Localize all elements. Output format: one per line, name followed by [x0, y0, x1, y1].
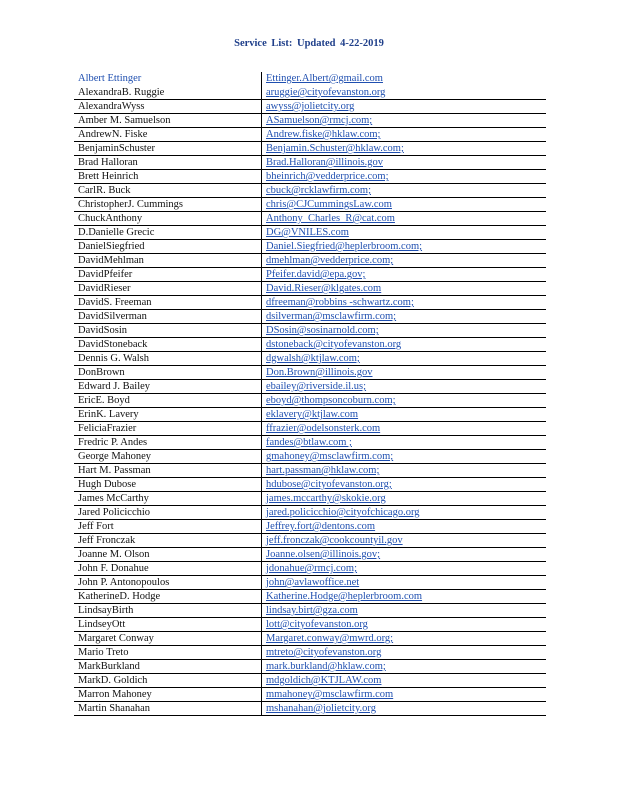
email-link[interactable]: mark.burkland@hklaw.com;	[266, 661, 386, 672]
contact-name: ChristopherJ. Cummings	[78, 199, 184, 210]
contact-name: Brett Heinrich	[78, 171, 139, 182]
email-link[interactable]: gmahoney@msclawfirm.com;	[266, 451, 394, 462]
table-row	[74, 492, 546, 506]
table-row	[74, 506, 546, 520]
contact-name: Edward J. Bailey	[78, 381, 151, 392]
contact-name: CarlR. Buck	[78, 185, 131, 196]
table-row	[74, 198, 546, 212]
table-row	[74, 422, 546, 436]
table-row	[74, 632, 546, 646]
contact-name: Fredric P. Andes	[78, 437, 148, 448]
table-row	[74, 254, 546, 268]
table-row	[74, 702, 546, 716]
email-link[interactable]: cbuck@rcklawfirm.com;	[266, 185, 372, 196]
contact-name: DavidSilverman	[78, 311, 147, 322]
table-row	[74, 86, 546, 100]
table-row	[74, 240, 546, 254]
contact-name: BenjaminSchuster	[78, 143, 155, 154]
email-link[interactable]: jared.policicchio@cityofchicago.org	[266, 507, 420, 518]
contact-name: Martin Shanahan	[78, 703, 151, 714]
table-row	[74, 548, 546, 562]
contact-name: AndrewN. Fiske	[78, 129, 148, 140]
contact-name: FeliciaFrazier	[78, 423, 137, 434]
table-row	[74, 674, 546, 688]
table-row	[74, 170, 546, 184]
email-link[interactable]: ASamuelson@rmcj.com;	[266, 115, 373, 126]
email-link[interactable]: Daniel.Siegfried@heplerbroom.com;	[266, 241, 423, 252]
email-link[interactable]: dfreeman@robbins -schwartz.com;	[266, 297, 414, 308]
table-row	[74, 590, 546, 604]
contact-name: DavidS. Freeman	[78, 297, 152, 308]
email-link[interactable]: fandes@btlaw.com ;	[266, 437, 352, 448]
email-link[interactable]: Andrew.fiske@hklaw.com;	[266, 129, 381, 140]
email-link[interactable]: David.Rieser@klgates.com	[266, 283, 382, 294]
table-row	[74, 618, 546, 632]
email-link[interactable]: chris@CJCummingsLaw.com	[266, 199, 392, 210]
email-link[interactable]: mtreto@cityofevanston.org	[266, 647, 382, 658]
email-link[interactable]: lindsay.birt@gza.com	[266, 605, 358, 616]
contact-name: DavidRieser	[78, 283, 131, 294]
contact-name: Hart M. Passman	[78, 465, 151, 476]
contact-name: James McCarthy	[78, 493, 149, 504]
email-link[interactable]: DG@VNILES.com	[266, 227, 349, 238]
table-row	[74, 282, 546, 296]
table-row	[74, 450, 546, 464]
contact-name: Dennis G. Walsh	[78, 353, 149, 364]
table-row	[74, 576, 546, 590]
email-link[interactable]: ffrazier@odelsonsterk.com	[266, 423, 381, 434]
table-row	[74, 184, 546, 198]
email-link[interactable]: Anthony_Charles_R@cat.com	[266, 213, 395, 224]
contact-name: MarkD. Goldich	[78, 675, 148, 686]
contact-name: Jeff Fronczak	[78, 535, 136, 546]
email-link[interactable]: dmehlman@vedderprice.com;	[266, 255, 394, 266]
table-row	[74, 394, 546, 408]
contact-name: DavidMehlman	[78, 255, 144, 266]
table-row	[74, 212, 546, 226]
table-row	[74, 352, 546, 366]
table-row	[74, 100, 546, 114]
table-row	[74, 688, 546, 702]
contact-name: John P. Antonopoulos	[78, 577, 170, 588]
email-link[interactable]: DSosin@sosinarnold.com;	[266, 325, 379, 336]
email-link[interactable]: Don.Brown@illinois.gov	[266, 367, 373, 378]
table-row	[74, 226, 546, 240]
email-link[interactable]: jeff.fronczak@cookcountyil.gov	[266, 535, 403, 546]
table-row	[74, 268, 546, 282]
email-link[interactable]: dstoneback@cityofevanston.org	[266, 339, 402, 350]
table-row	[74, 646, 546, 660]
email-link[interactable]: eboyd@thompsoncoburn.com;	[266, 395, 396, 406]
table-row	[74, 114, 546, 128]
email-link[interactable]: Margaret.conway@mwrd.org;	[266, 633, 394, 644]
email-link[interactable]: Benjamin.Schuster@hklaw.com;	[266, 143, 404, 154]
email-link[interactable]: bheinrich@vedderprice.com;	[266, 171, 389, 182]
email-link[interactable]: Joanne.olsen@illinois.gov;	[266, 549, 381, 560]
email-link[interactable]: ebailey@riverside.il.us;	[266, 381, 367, 392]
email-link[interactable]: Katherine.Hodge@heplerbroom.com	[266, 591, 423, 602]
table-row	[74, 380, 546, 394]
email-link[interactable]: Ettinger.Albert@gmail.com	[266, 73, 383, 84]
contact-name: Mario Treto	[78, 647, 129, 658]
table-row	[74, 562, 546, 576]
table-row	[74, 156, 546, 170]
contact-name: KatherineD. Hodge	[78, 591, 161, 602]
contact-name: Marron Mahoney	[78, 689, 152, 700]
contact-name: Amber M. Samuelson	[78, 115, 171, 126]
contact-name: D.Danielle Grecic	[78, 227, 155, 238]
contact-name: ErinK. Lavery	[78, 409, 139, 420]
table-row	[74, 338, 546, 352]
contact-name: Joanne M. Olson	[78, 549, 150, 560]
email-link[interactable]: awyss@jolietcity.org	[266, 101, 355, 112]
contact-name: DavidStoneback	[78, 339, 148, 350]
email-link[interactable]: Brad.Halloran@illinois.gov	[266, 157, 383, 168]
contact-name: ChuckAnthony	[78, 213, 143, 224]
contact-name: AlexandraB. Ruggie	[78, 87, 165, 98]
contact-name: Jeff Fort	[78, 521, 114, 532]
email-link[interactable]: james.mccarthy@skokie.org	[266, 493, 386, 504]
email-link[interactable]: john@avlawoffice.net	[266, 577, 360, 588]
contact-name: DavidSosin	[78, 325, 128, 336]
page-title: Service List: Updated 4-22-2019	[234, 38, 384, 49]
email-link[interactable]: hart.passman@hklaw.com;	[266, 465, 380, 476]
table-row	[74, 296, 546, 310]
contact-name: AlexandraWyss	[78, 101, 145, 112]
contact-name: Hugh Dubose	[78, 479, 137, 490]
contact-name: John F. Donahue	[78, 563, 149, 574]
contact-name: Albert Ettinger	[78, 73, 142, 84]
table-row	[74, 604, 546, 618]
table-row	[74, 128, 546, 142]
contact-name: Brad Halloran	[78, 157, 138, 168]
table-row	[74, 142, 546, 156]
email-link[interactable]: Jeffrey.fort@dentons.com	[266, 521, 376, 532]
email-link[interactable]: hdubose@cityofevanston.org;	[266, 479, 392, 490]
service-list-table	[74, 72, 546, 716]
email-link[interactable]: Pfeifer.david@epa.gov;	[266, 269, 366, 280]
email-link[interactable]: mmahoney@msclawfirm.com	[266, 689, 394, 700]
email-link[interactable]: mdgoldich@KTJLAW.com	[266, 675, 382, 686]
table-row	[74, 436, 546, 450]
contact-name: DonBrown	[78, 367, 125, 378]
table-row	[74, 660, 546, 674]
email-link[interactable]: lott@cityofevanston.org	[266, 619, 368, 630]
contact-name: LindsayBirth	[78, 605, 134, 616]
table-row	[74, 520, 546, 534]
table-row	[74, 310, 546, 324]
table-row	[74, 534, 546, 548]
email-link[interactable]: dsilverman@msclawfirm.com;	[266, 311, 397, 322]
email-link[interactable]: eklavery@ktjlaw.com	[266, 409, 359, 420]
email-link[interactable]: aruggie@cityofevanston.org	[266, 87, 386, 98]
table-row	[74, 324, 546, 338]
contact-name: Jared Policicchio	[78, 507, 151, 518]
table-row	[74, 464, 546, 478]
contact-name: DavidPfeifer	[78, 269, 133, 280]
table-row	[74, 408, 546, 422]
contact-name: George Mahoney	[78, 451, 151, 462]
table-row	[74, 72, 546, 86]
table-row	[74, 366, 546, 380]
contact-name: LindseyOtt	[78, 619, 126, 630]
email-link[interactable]: mshanahan@jolietcity.org	[266, 703, 376, 714]
table-row	[74, 478, 546, 492]
contact-name: EricE. Boyd	[78, 395, 130, 406]
contact-name: MarkBurkland	[78, 661, 140, 672]
email-link[interactable]: dgwalsh@ktjlaw.com;	[266, 353, 360, 364]
contact-name: Margaret Conway	[78, 633, 154, 644]
contact-name: DanielSiegfried	[78, 241, 145, 252]
email-link[interactable]: jdonahue@rmcj.com;	[266, 563, 358, 574]
